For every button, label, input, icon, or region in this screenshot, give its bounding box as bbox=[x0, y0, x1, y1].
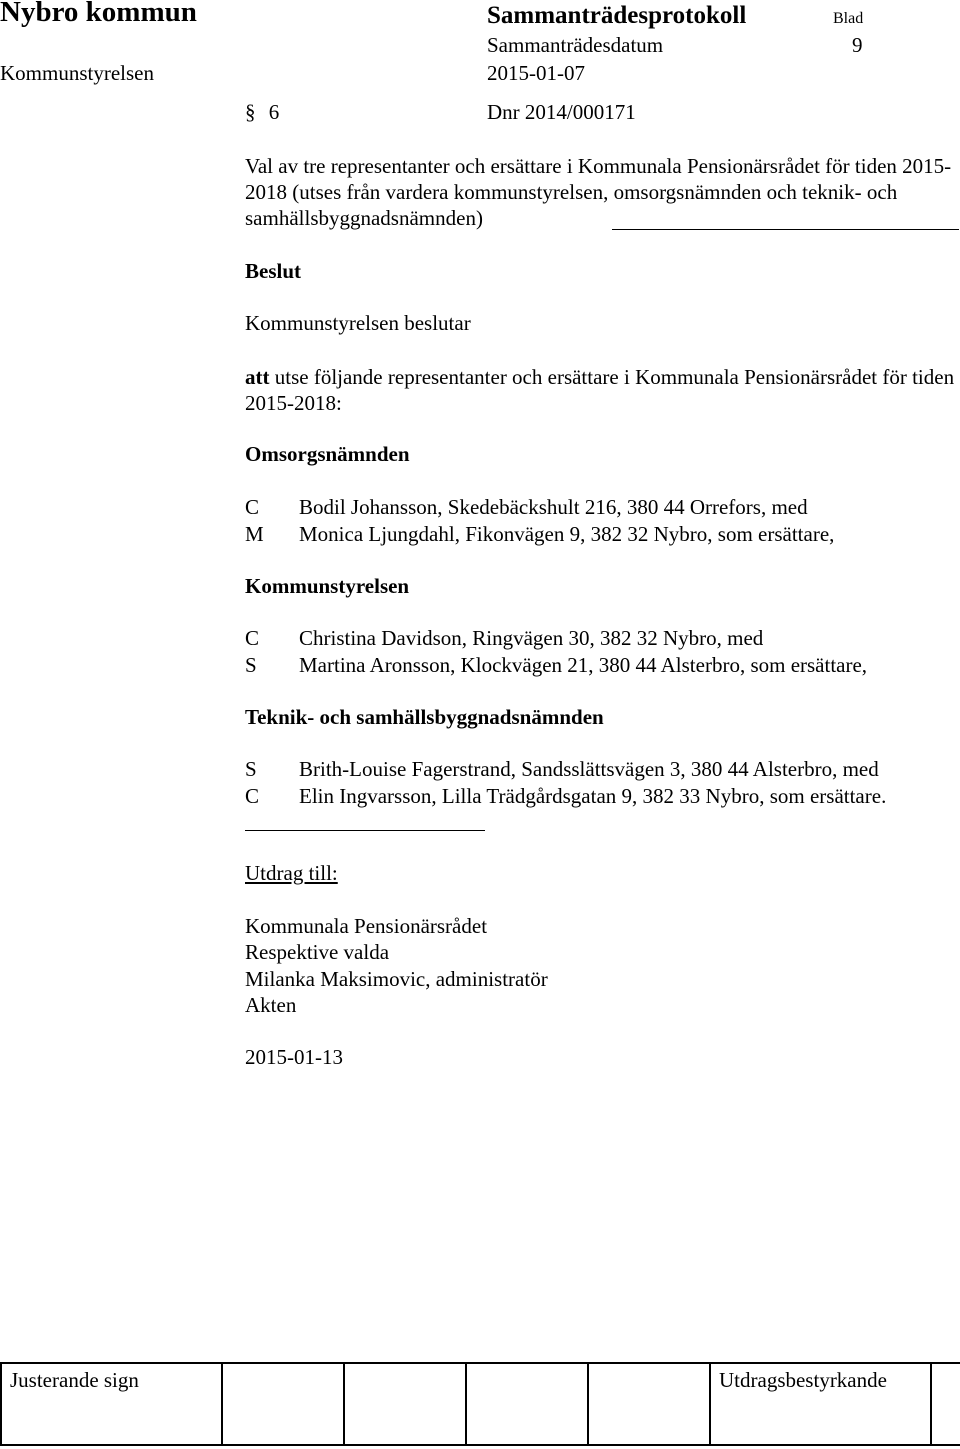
subject-text: Val av tre representanter och ersättare i Kommunala Pensionärsrådet för tiden 2015-2018 (utses från vardera kommunstyrelsen, omsorgsnämnden och teknik- och samhällsbyggnadsnämnden) bbox=[245, 154, 952, 230]
diary-number: Dnr 2014/000171 bbox=[487, 100, 636, 124]
party-code: S bbox=[245, 653, 257, 677]
meeting-date-label: Sammanträdesdatum bbox=[487, 33, 664, 57]
member-entry: Bodil Johansson, Skedebäckshult 216, 380 44 Orrefors, med bbox=[299, 495, 808, 519]
member-entry: Brith-Louise Fagerstrand, Sandsslättsvägen 3, 380 44 Alsterbro, med bbox=[299, 757, 879, 781]
decision-heading: Beslut bbox=[245, 259, 302, 283]
recipient-item: Milanka Maksimovic, administratör bbox=[245, 967, 548, 991]
committee-name: Kommunstyrelsen bbox=[0, 61, 154, 85]
section-symbol: § bbox=[245, 100, 256, 124]
decision-text bbox=[245, 364, 960, 416]
member-entry: Christina Davidson, Ringvägen 30, 382 32 Nybro, med bbox=[299, 626, 764, 650]
party-code: M bbox=[245, 522, 264, 546]
signature-cell bbox=[344, 1363, 466, 1445]
party-code: S bbox=[245, 757, 257, 781]
decision-body: utse följande representanter och ersättare i Kommunala Pensionärsrådet för tiden 2015-2018: bbox=[245, 365, 955, 415]
section-end-rule bbox=[245, 830, 485, 831]
party-code: C bbox=[245, 626, 260, 650]
blad-label: Blad bbox=[833, 10, 864, 27]
signature-cell bbox=[588, 1363, 710, 1445]
section-number: 6 bbox=[268, 100, 280, 124]
sent-date: 2015-01-13 bbox=[245, 1045, 343, 1069]
section-paragraph bbox=[245, 100, 279, 125]
subject-underline bbox=[612, 229, 959, 230]
document-type: Sammanträdesprotokoll bbox=[487, 2, 747, 29]
signature-cell bbox=[931, 1363, 960, 1445]
decision-intro: Kommunstyrelsen beslutar bbox=[245, 311, 471, 335]
utdrag-label: Utdrag till: bbox=[245, 861, 338, 885]
meeting-date: 2015-01-07 bbox=[487, 61, 585, 85]
justerande-sign-cell: Justerande sign bbox=[1, 1363, 222, 1445]
recipient-item: Akten bbox=[245, 993, 297, 1017]
recipient-item: Kommunala Pensionärsrådet bbox=[245, 914, 488, 938]
party-code: C bbox=[245, 784, 260, 808]
att-keyword: att bbox=[245, 365, 270, 389]
signature-cell bbox=[466, 1363, 588, 1445]
signature-table bbox=[0, 1362, 960, 1446]
recipient-item: Respektive valda bbox=[245, 940, 390, 964]
group-title-kommunstyrelsen: Kommunstyrelsen bbox=[245, 574, 410, 598]
municipality-name: Nybro kommun bbox=[0, 0, 197, 28]
member-entry: Monica Ljungdahl, Fikonvägen 9, 382 32 Nybro, som ersättare, bbox=[299, 522, 835, 546]
party-code: C bbox=[245, 495, 260, 519]
member-entry: Martina Aronsson, Klockvägen 21, 380 44 Alsterbro, som ersättare, bbox=[299, 653, 868, 677]
group-title-omsorgsnamnden: Omsorgsnämnden bbox=[245, 442, 410, 466]
page-number: 9 bbox=[852, 33, 863, 57]
utdragsbestyrkande-cell: Utdragsbestyrkande bbox=[710, 1363, 931, 1445]
group-title-teknik: Teknik- och samhällsbyggnadsnämnden bbox=[245, 705, 604, 729]
signature-cell bbox=[222, 1363, 344, 1445]
member-entry: Elin Ingvarsson, Lilla Trädgårdsgatan 9, 382 33 Nybro, som ersättare. bbox=[299, 784, 887, 808]
